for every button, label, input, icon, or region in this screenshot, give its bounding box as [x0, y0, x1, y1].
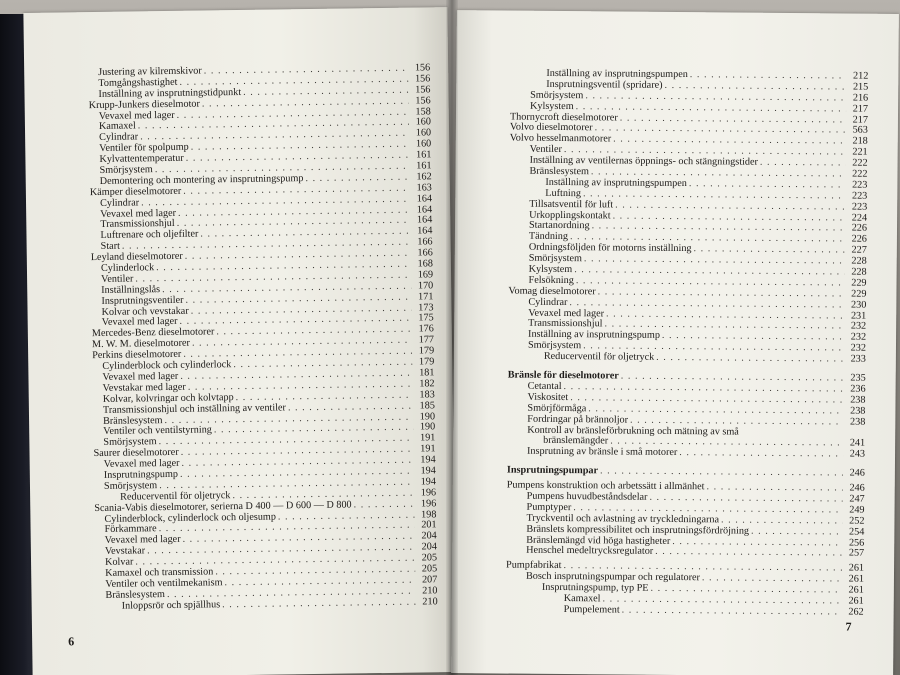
toc-entry-title: Inställning av ventilernas öppnings- och stängningstider: [529, 154, 758, 168]
toc-entry-title: Pumpfabrikat: [506, 559, 562, 572]
toc-entry-page-number: 243: [849, 448, 866, 460]
toc-entry-page-number: 163: [416, 182, 432, 194]
toc-entry-page-number: 185: [419, 399, 435, 412]
toc-entry-page-number: 170: [417, 280, 434, 292]
toc-entry-page-number: 210: [422, 585, 438, 597]
toc-entry-page-number: 204: [421, 530, 437, 542]
toc-entry-page-number: 254: [849, 526, 865, 538]
toc-entry-title: Demontering och montering av insprutningspump: [99, 173, 304, 187]
toc-entry-page-number: 194: [420, 454, 436, 466]
toc-entry-page-number: 164: [416, 203, 433, 216]
toc-entry-title: Bränslesystem: [105, 588, 166, 601]
toc-entry-page-number: 161: [416, 149, 432, 161]
toc-leader-dots: [656, 353, 844, 366]
toc-entry-title: Volvo hesselmanmotorer: [509, 132, 612, 145]
toc-entry-page-number: 204: [421, 541, 437, 553]
toc-entry-title: Vevaxel med lager: [102, 370, 179, 383]
toc-entry-title: Mercedes-Benz dieselmotorer: [91, 326, 215, 340]
toc-entry-title: Fordringar på brännoljor: [527, 413, 629, 426]
toc-entry-title: Ventiler för spolpump: [99, 141, 189, 155]
toc-entry-page-number: 223: [851, 201, 868, 213]
toc-entry-title: Kamaxel och transmission: [105, 566, 214, 579]
toc-entry: [508, 352, 866, 366]
toc-entry-title: Kamaxel: [563, 593, 601, 605]
toc-entry-page-number: 226: [851, 223, 868, 235]
toc-entry-page-number: 221: [852, 146, 868, 158]
toc-entry-title: Perkins dieselmotorer: [92, 348, 182, 362]
toc-entry-title: Insprutning av bränsle i små motorer: [527, 445, 678, 459]
toc-entry-title: Kolvar, kolvringar och kolvtapp: [102, 391, 234, 405]
toc-entry-page-number: 249: [849, 504, 865, 516]
toc-entry-page-number: 173: [418, 301, 434, 314]
toc-entry-title: Transmissionshjul och inställning av ventiler: [102, 401, 286, 416]
left-page: [23, 7, 456, 675]
toc-entry-page-number: 238: [850, 405, 866, 417]
toc-entry-page-number: 171: [418, 290, 434, 303]
toc-entry-page-number: 181: [419, 367, 435, 379]
toc-entry-page-number: 246: [849, 467, 865, 479]
right-page: [451, 10, 899, 675]
toc-entry-title: Kämper dieselmotorer: [89, 185, 182, 198]
toc-entry-page-number: 230: [851, 299, 867, 311]
toc-entry-title: Smörjsystem: [99, 164, 153, 176]
toc-entry-page-number: 216: [852, 92, 869, 104]
toc-entry: [506, 604, 864, 618]
toc-entry-title: Vevaxel med lager: [100, 207, 177, 220]
toc-entry-page-number: 168: [417, 258, 433, 270]
toc-entry-title: Cylinderblock och cylinderlock: [102, 359, 232, 372]
toc-entry-page-number: 223: [852, 179, 868, 191]
toc-leader-dots: [679, 448, 843, 460]
toc-entry-page-number: 164: [416, 192, 433, 205]
book-gutter: [446, 0, 458, 675]
toc-entry-page-number: 222: [852, 157, 868, 169]
toc-entry-title: bränslemängder: [543, 435, 609, 447]
toc-entry-title: Kolvar och vevstakar: [101, 305, 189, 318]
toc-entry-title: Reducerventil för oljetryck: [543, 351, 655, 363]
table-of-contents-left: [78, 63, 438, 612]
toc-entry-title: Inställning av insprutningspumpen: [545, 176, 687, 190]
toc-entry-title: Smörjsystem: [103, 436, 157, 449]
toc-entry-page-number: 190: [419, 410, 436, 422]
toc-entry-title: Pumptyper: [526, 501, 572, 513]
toc-entry-title: Pumpens huvudbeståndsdelar: [526, 490, 648, 503]
toc-entry-title: Smörjsystem: [530, 89, 584, 101]
toc-entry-title: Tillsatsventil för luft: [529, 198, 614, 211]
toc-entry-page-number: 156: [415, 94, 431, 107]
toc-entry-page-number: 205: [421, 552, 438, 564]
toc-entry-title: Insprutningsventil (spridare): [546, 78, 663, 91]
toc-entry-page-number: 228: [851, 266, 867, 278]
toc-entry-page-number: 194: [420, 476, 437, 488]
toc-entry-page-number: 223: [851, 190, 868, 202]
toc-entry-title: Scania-Vabis dieselmotorer, serierna D 400 — D 600 — D 800: [94, 499, 352, 514]
toc-entry-title: Inloppsrör och spjällhus: [121, 598, 221, 612]
toc-entry-title: Luftning: [545, 187, 582, 199]
toc-entry-page-number: 226: [851, 233, 867, 246]
toc-entry-page-number: 164: [417, 225, 433, 237]
toc-entry-title: Start: [100, 240, 120, 253]
toc-entry-title: Startanordning: [528, 220, 590, 232]
toc-entry-title: Transmissionshjul: [100, 218, 175, 231]
toc-entry-title: Vevaxel med lager: [103, 457, 180, 470]
toc-leader-dots: [354, 499, 415, 511]
toc-entry-page-number: 164: [416, 214, 433, 226]
page-number-left: 6: [68, 634, 75, 649]
toc-entry-title: Cylinderlock: [100, 262, 155, 274]
toc-entry-page-number: 162: [416, 171, 432, 183]
toc-entry: [507, 466, 865, 480]
toc-entry-title: Kamaxel: [98, 120, 136, 133]
toc-entry-title: Kylsystem: [530, 100, 574, 112]
toc-entry-title: Cylindrar: [99, 197, 140, 209]
toc-entry-page-number: 212: [853, 70, 869, 82]
toc-entry-title: Tomgångshastighet: [98, 76, 178, 89]
toc-entry-title: Pumpelement: [563, 603, 620, 616]
toc-entry-page-number: 160: [415, 127, 432, 139]
toc-entry-title: Volvo dieselmotorer: [509, 122, 593, 134]
toc-entry-title: Inställningslås: [101, 283, 161, 296]
toc-entry-title: Smörjsystem: [527, 339, 582, 352]
toc-entry-title: Ordningsföljden för motorns inställning: [528, 241, 692, 255]
toc-entry-page-number: 182: [419, 378, 435, 390]
toc-entry-page-number: 161: [416, 160, 432, 172]
toc-entry-title: Viskositet: [527, 391, 569, 403]
toc-entry-title: Vevaxel med lager: [98, 109, 175, 122]
toc-entry-title: Förkammare: [104, 523, 157, 536]
toc-leader-dots: [600, 467, 843, 480]
toc-entry-page-number: 256: [848, 537, 865, 549]
toc-entry-title: Urkopplingskontakt: [529, 209, 611, 222]
toc-entry-title: Kylvattentemperatur: [99, 152, 184, 166]
toc-entry-page-number: 241: [849, 437, 866, 450]
toc-entry-page-number: 227: [851, 244, 867, 256]
toc-entry-title: Cetantal: [527, 380, 562, 392]
toc-entry-title: Ventiler: [101, 273, 134, 285]
toc-entry-title: Kontroll av bränsleförbrukning och mätning av små: [527, 424, 739, 438]
toc-entry-page-number: 177: [418, 334, 435, 346]
toc-entry-title: Cylindrar: [528, 296, 568, 308]
toc-entry-page-number: 233: [850, 353, 866, 365]
toc-entry-page-number: 563: [852, 124, 868, 137]
toc-entry-page-number: 224: [851, 212, 868, 224]
toc-entry-title: Vevaxel med lager: [101, 316, 178, 329]
toc-entry-title: Tändning: [528, 231, 569, 243]
toc-entry-title: Inställning av insprutningspumpen: [546, 67, 688, 81]
toc-entry-title: Smörjförmåga: [527, 402, 587, 414]
toc-entry-title: Inställning av insprutningspump: [528, 329, 660, 342]
toc-entry-title: Ventiler och ventilmekanism: [105, 577, 223, 590]
toc-entry-page-number: 232: [850, 321, 867, 333]
toc-entry-page-number: 194: [420, 465, 436, 477]
toc-entry-title: Luftrenare och oljefilter: [100, 228, 199, 242]
toc-entry-page-number: 261: [848, 562, 865, 574]
toc-entry-title: Pumpens konstruktion och arbetssätt i allmänhet: [506, 479, 705, 493]
toc-entry-page-number: 179: [418, 345, 435, 357]
table-of-contents-right: [506, 69, 869, 619]
toc-entry-title: Bränsle för dieselmotorer: [507, 369, 619, 382]
toc-entry-page-number: 166: [417, 247, 433, 259]
toc-entry-page-number: 205: [421, 563, 438, 575]
toc-leader-dots: [655, 547, 842, 560]
toc-entry-page-number: 238: [849, 416, 866, 428]
toc-entry-title: Thornycroft dieselmotorer: [509, 111, 618, 124]
toc-entry-page-number: 179: [418, 356, 435, 368]
toc-entry-title: Ventiler: [529, 143, 562, 156]
toc-entry-page-number: 201: [421, 519, 437, 531]
toc-entry-title: Kolvar: [104, 556, 134, 568]
toc-entry-page-number: 196: [420, 487, 437, 499]
toc-entry-page-number: 222: [852, 168, 868, 180]
toc-entry-title: Bränslesystem: [103, 414, 163, 427]
toc-entry-title: Vevstakar: [104, 545, 146, 558]
toc-entry-page-number: 191: [420, 443, 436, 455]
toc-entry-page-number: 191: [419, 432, 436, 444]
toc-entry-page-number: 215: [852, 81, 869, 93]
toc-entry-page-number: 261: [848, 595, 864, 607]
toc-entry-title: Bränslets kompressibilitet och insprutningsfördröjning: [526, 523, 750, 537]
toc-entry-title: Justering av kilremskivor: [98, 65, 202, 78]
toc-entry-title: Smörjsystem: [103, 480, 158, 492]
toc-leader-dots: [760, 158, 846, 170]
toc-entry-title: M. W. M. dieselmotorer: [91, 337, 190, 351]
toc-entry-title: Ventiler och ventilstyrning: [103, 424, 212, 438]
toc-entry-title: Inställning av insprutningstidpunkt: [98, 86, 242, 100]
toc-entry-title: Bränslesystem: [529, 165, 589, 178]
toc-entry-title: Kylsystem: [528, 263, 573, 276]
toc-leader-dots: [222, 597, 416, 611]
toc-entry-page-number: 210: [422, 595, 438, 608]
toc-entry-title: Smörjsystem: [528, 252, 583, 265]
toc-entry-page-number: 238: [850, 394, 866, 406]
toc-entry-page-number: 176: [418, 323, 434, 335]
toc-entry-page-number: 156: [415, 84, 431, 96]
toc-leader-dots: [622, 605, 842, 618]
toc-entry-page-number: 169: [417, 269, 434, 281]
toc-entry-page-number: 246: [849, 482, 865, 494]
toc-entry-page-number: 217: [852, 103, 869, 115]
toc-entry-page-number: 262: [848, 606, 864, 618]
toc-entry-page-number: 231: [850, 310, 867, 322]
toc-entry-title: Vomag dieselmotorer: [508, 285, 596, 298]
toc-entry-page-number: 218: [852, 135, 868, 148]
toc-entry-page-number: 175: [418, 312, 434, 324]
toc-entry-page-number: 217: [852, 114, 869, 126]
toc-entry-page-number: 232: [850, 342, 867, 354]
toc-entry-page-number: 160: [415, 116, 432, 128]
toc-entry-title: Leyland dieselmotorer: [90, 250, 183, 264]
toc-entry-title: Tryckventil och avlastning av tryckledningarna: [526, 512, 720, 526]
toc-entry-page-number: 261: [848, 573, 864, 585]
toc-entry-title: Insprutningsventiler: [101, 294, 184, 307]
toc-leader-dots: [751, 526, 842, 538]
toc-entry-title: Krupp-Junkers dieselmotor: [88, 98, 200, 111]
toc-entry-title: Cylinderblock, cylinderlock och oljesump: [104, 511, 276, 525]
toc-entry-page-number: 229: [851, 288, 867, 300]
toc-entry-page-number: 198: [421, 508, 437, 521]
toc-entry-page-number: 160: [415, 138, 432, 150]
toc-entry-page-number: 196: [420, 497, 437, 510]
toc-entry-page-number: 156: [414, 62, 431, 74]
toc-entry: [506, 546, 864, 560]
toc-entry-page-number: 229: [851, 277, 867, 289]
toc-entry-title: Bosch insprutningspumpar och regulatorer: [525, 570, 701, 584]
toc-entry-title: Cylindrar: [99, 131, 139, 144]
toc-entry-title: Transmissionshjul: [528, 318, 603, 330]
toc-entry-page-number: 228: [851, 255, 867, 267]
toc-entry-page-number: 158: [415, 105, 431, 118]
toc-entry-page-number: 156: [414, 73, 431, 85]
toc-entry-page-number: 257: [848, 547, 865, 560]
toc-entry-page-number: 207: [421, 574, 438, 586]
toc-entry-page-number: 252: [849, 515, 865, 527]
toc-entry-title: Vevaxel med lager: [104, 534, 181, 547]
toc-entry-page-number: 261: [848, 584, 864, 596]
toc-leader-dots: [741, 434, 843, 435]
toc-entry-title: Henschel medeltrycksregulator: [526, 545, 654, 558]
toc-entry-page-number: 166: [417, 236, 433, 248]
toc-entry-page-number: 183: [419, 389, 435, 401]
toc-entry-title: Vevaxel med lager: [528, 307, 605, 319]
toc-entry-title: Vevstakar med lager: [102, 381, 186, 394]
toc-entry: [507, 447, 865, 461]
toc-entry-page-number: 235: [850, 372, 866, 384]
toc-entry-title: Insprutningspump, typ PE: [541, 581, 649, 594]
toc-entry-page-number: 236: [850, 383, 866, 395]
toc-entry-page-number: 247: [849, 493, 865, 505]
page-number-right: 7: [845, 619, 852, 634]
toc-entry-title: Felsökning: [528, 274, 574, 287]
toc-entry-page-number: 232: [850, 331, 867, 344]
toc-entry-title: Insprutningspump: [103, 468, 179, 481]
toc-entry-page-number: 190: [419, 421, 436, 433]
toc-entry-title: Reducerventil för oljetryck: [120, 489, 231, 503]
toc-entry-title: Saurer dieselmotorer: [93, 447, 179, 460]
toc-entry-title: Bränslemängd vid höga hastigheter: [526, 534, 671, 547]
toc-entry-title: Insprutningspumpar: [506, 464, 599, 477]
